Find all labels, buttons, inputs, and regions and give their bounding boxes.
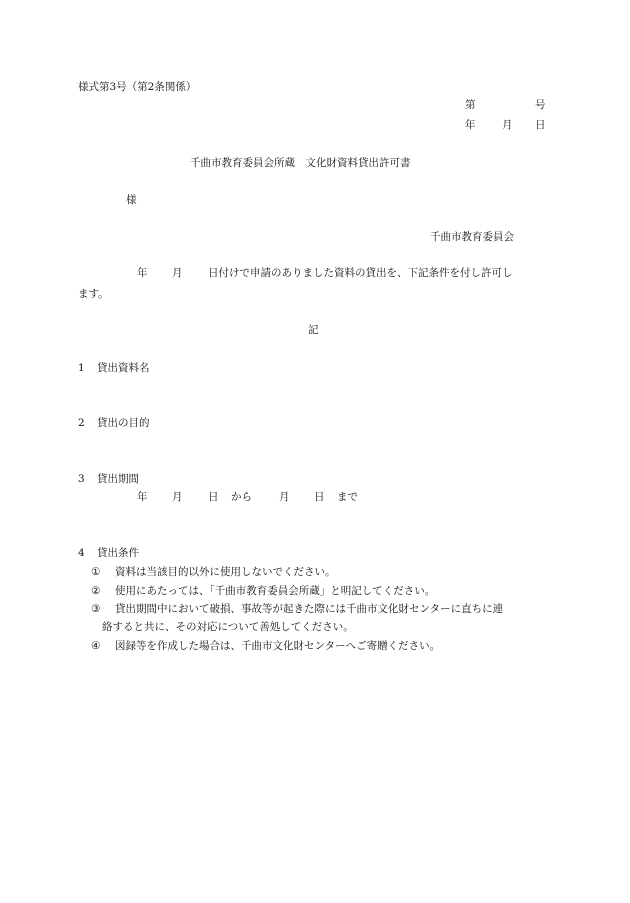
condition-2-text: 使用にあたっては、「千曲市教育委員会所蔵」と明記してください。 (115, 585, 436, 597)
addressee-suffix: 様 (126, 194, 137, 206)
item-1-label: 貸出資料名 (97, 362, 150, 374)
item-3-label: 貸出期間 (97, 473, 139, 485)
period-end-month: 月 (279, 491, 290, 503)
condition-3-mark: ③ (91, 603, 101, 615)
period-end-day: 日 (314, 491, 325, 503)
document-title: 千曲市教育委員会所蔵 文化財資料貸出許可書 (190, 157, 411, 169)
date-year: 年 (465, 119, 476, 131)
form-label: 様式第3号（第2条関係） (78, 81, 197, 93)
condition-3-continuation: 絡すると共に、その対応について善処してください。 (102, 621, 354, 633)
condition-4-mark: ④ (91, 640, 101, 652)
item-4-label: 貸出条件 (97, 547, 139, 559)
doc-number-prefix: 第 (465, 99, 476, 111)
body-month: 月 (172, 267, 183, 279)
condition-4-text: 図録等を作成した場合は、千曲市文化財センターへご寄贈ください。 (115, 640, 441, 652)
period-start-day: 日 (208, 491, 219, 503)
period-start-month: 月 (172, 491, 183, 503)
condition-2-mark: ② (91, 585, 101, 597)
item-2-label: 貸出の目的 (97, 417, 150, 429)
period-from: から (231, 491, 252, 503)
ki-heading: 記 (308, 324, 319, 336)
condition-1-mark: ① (91, 566, 101, 578)
body-year: 年 (137, 267, 148, 279)
condition-1-text: 資料は当該目的以外に使用しないでください。 (115, 566, 336, 578)
item-2-number: 2 (78, 417, 85, 429)
item-1-number: 1 (78, 362, 85, 374)
condition-3-text: 貸出期間中において破損、事故等が起きた際には千曲市文化財センターに直ちに連 (115, 603, 504, 615)
doc-number-suffix: 号 (535, 99, 546, 111)
period-start-year: 年 (137, 491, 148, 503)
period-until: まで (337, 491, 358, 503)
body-text-line1: 日付けで申請のありました資料の貸出を、下記条件を付し許可し (208, 267, 513, 279)
date-day: 日 (535, 119, 546, 131)
item-3-number: 3 (78, 473, 85, 485)
item-4-number: 4 (78, 547, 85, 559)
date-month: 月 (502, 119, 513, 131)
issuer-name: 千曲市教育委員会 (430, 231, 514, 243)
body-text-line2: ます。 (78, 288, 109, 300)
